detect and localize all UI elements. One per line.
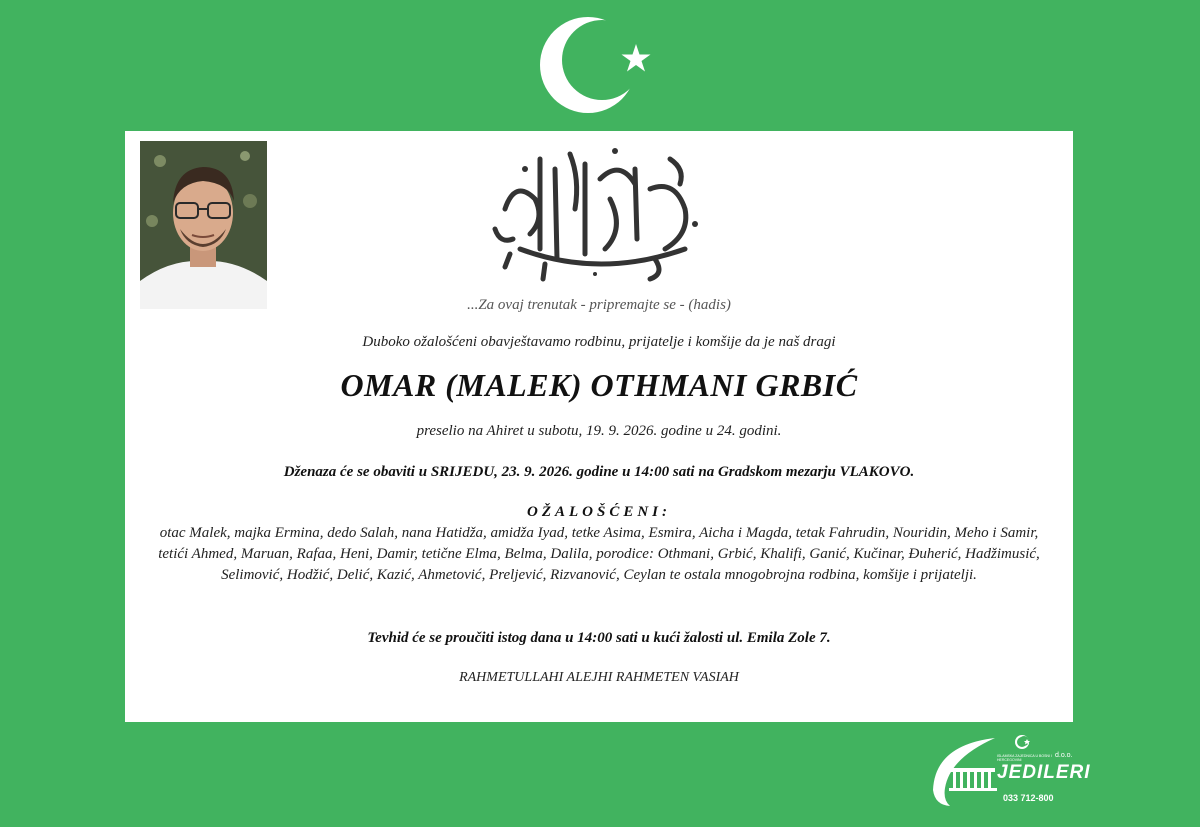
funeral-info: Dženaza će se obaviti u SRIJEDU, 23. 9. 2026. godine u 14:00 sati na Gradskom mezarju VLAKOVO.: [283, 464, 915, 480]
obituary-card: [125, 131, 1073, 722]
passing-date-line: preselio na Ahiret u subotu, 19. 9. 2026. godine u 24. godini.: [416, 423, 782, 439]
logo-suffix: d.o.o.: [1055, 752, 1073, 759]
mourners-heading: OŽALOŠĆENI:: [526, 504, 671, 520]
jedileri-logo: [925, 730, 1091, 810]
deceased-name: OMAR (MALEK) OTHMANI GRBIĆ: [340, 367, 858, 403]
hadis-quote: ...Za ovaj trenutak - pripremajte se - (hadis): [467, 297, 731, 313]
closing-prayer: RAHMETULLAHI ALEJHI RAHMETEN VASIAH: [459, 670, 739, 685]
calligraphy-emblem: [485, 139, 715, 289]
tevhid-info: Tevhid će se proučiti istog dana u 14:00 sati u kući žalosti ul. Emila Zole 7.: [367, 630, 831, 646]
crescent-star-icon: [540, 10, 660, 120]
logo-name: JEDILERI: [997, 762, 1091, 783]
mourners-list: otac Malek, majka Ermina, dedo Salah, nana Hatidža, amidža Iyad, tetke Asima, Esmira, Aicha i Magda, tetak Fahrudin, Nouridin, Meho i Samir, tetići Ahmed, Maruan, Rafaa, Heni, Damir, tetične Elma, Belma, Dalila, porodice: Othmani, Grbić, Khalifi, Ganić, Kučinar, Đuherić, Hadžimusić, Selimović, Hodžić, Delić, Kazić, Ahmetović, Preljević, Rizvanović, Ceylan te ostala mnogobrojna rodbina, komšije i prijatelji.: [158, 525, 1040, 583]
logo-phone: 033 712-800: [1003, 793, 1054, 803]
portrait-photo: [140, 141, 267, 309]
logo-organization-text: ISLAMSKA ZAJEDNICA U BOSNI I HERCEGOVINI: [997, 754, 1052, 762]
announcement-intro: Duboko ožalošćeni obavještavamo rodbinu, prijatelje i komšije da je naš dragi: [362, 334, 836, 350]
